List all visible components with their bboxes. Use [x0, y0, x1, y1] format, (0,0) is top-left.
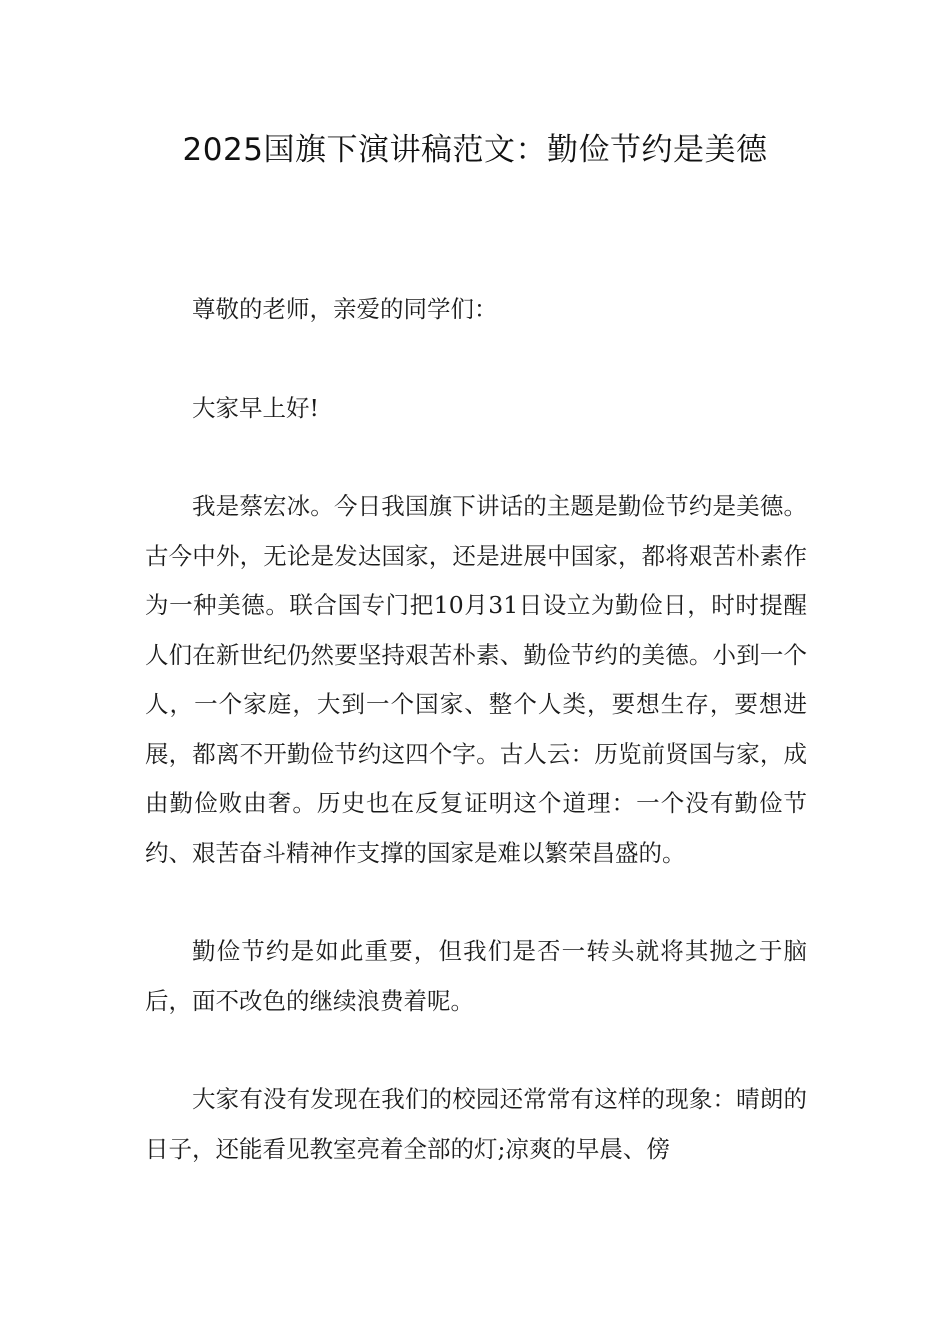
salutation-paragraph: 大家早上好!	[192, 393, 319, 422]
body-paragraph-importance: 勤俭节约是如此重要，但我们是否一转头就将其抛之于脑后，面不改色的继续浪费着呢。	[145, 937, 807, 1015]
greeting-paragraph: 尊敬的老师，亲爱的同学们：	[192, 295, 498, 323]
body-paragraph-phenomena: 大家有没有发现在我们的校园还常常有这样的现象：晴朗的日子，还能看见教室亮着全部的灯;凉爽的早晨、傍	[145, 1085, 807, 1163]
document-body	[145, 285, 807, 1223]
body-paragraph-intro: 我是蔡宏冰。今日我国旗下讲话的主题是勤俭节约是美德。古今中外，无论是发达国家，还是进展中国家，都将艰苦朴素作为一种美德。联合国专门把10月31日设立为勤俭日，时时提醒人们在新世纪仍然要坚持艰苦朴素、勤俭节约的美德。小到一个人，一个家庭，大到一个国家、整个人类，要想生存，要想进展，都离不开勤俭节约这四个字。古人云：历览前贤国与家，成由勤俭败由奢。历史也在反复证明这个道理：一个没有勤俭节约、艰苦奋斗精神作支撑的国家是难以繁荣昌盛的。	[145, 492, 807, 867]
document-title: 2025国旗下演讲稿范文：勤俭节约是美德	[182, 132, 768, 168]
